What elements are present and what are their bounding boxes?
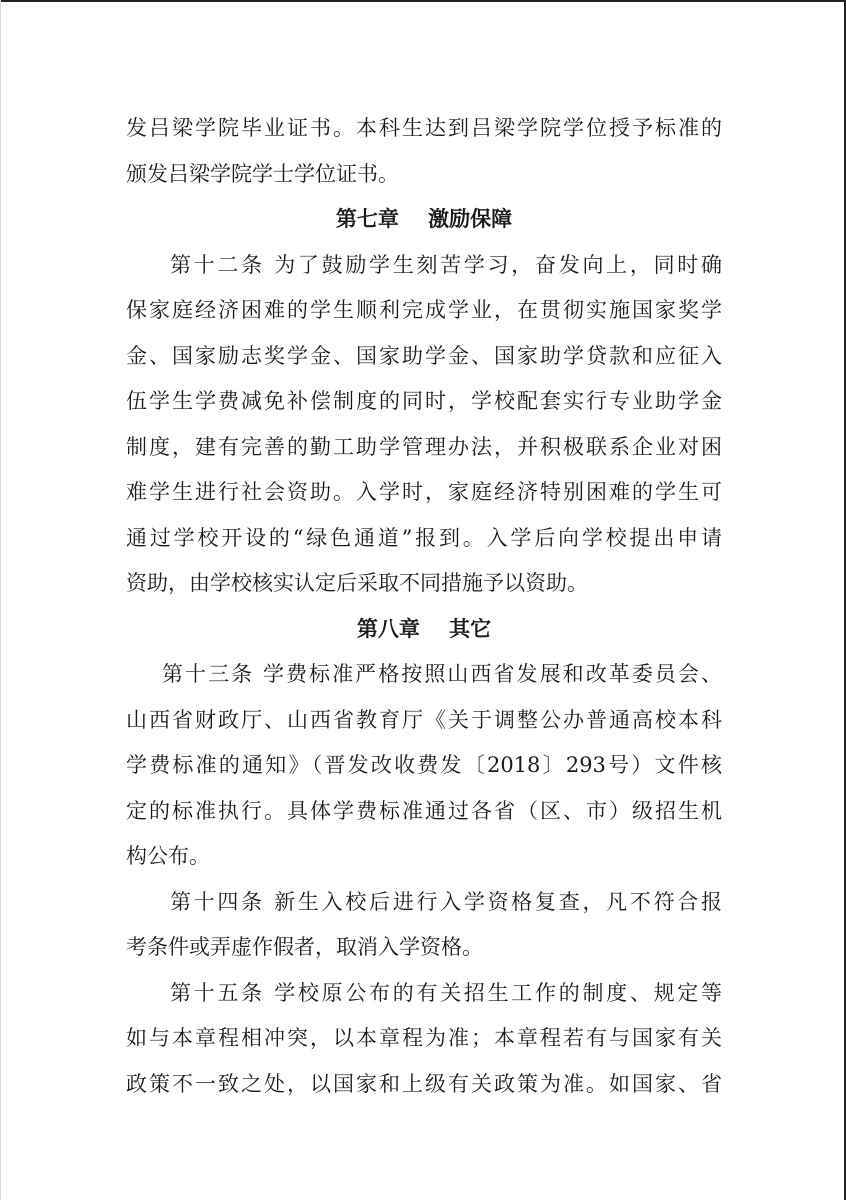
paragraph-continuation — [126, 106, 722, 197]
text-line: 难学生进行社会资助。入学时，家庭经济特别困难的学生可 — [126, 480, 722, 504]
text-line: 伍学生学费减免补偿制度的同时，学校配套实行专业助学金 — [126, 389, 722, 413]
chapter-heading: 第七章 激励保障 — [335, 207, 513, 231]
text-line: 资助，由学校核实认定后采取不同措施予以资助。 — [126, 571, 588, 595]
text-line: 发吕梁学院毕业证书。本科生达到吕梁学院学位授予标准的 — [126, 116, 722, 140]
text-line: 构公布。 — [126, 844, 210, 868]
article-14 — [126, 880, 722, 971]
text-line: 第十三条 学费标准严格按照山西省发展和改革委员会、 — [162, 662, 722, 686]
text-line: 制度，建有完善的勤工助学管理办法，并积极联系企业对困 — [126, 434, 722, 459]
text-line: 如与本章程相冲突，以本章程为准；本章程若有与国家有关 — [126, 1026, 722, 1050]
document-body — [126, 106, 722, 1107]
text-line: 第十五条 学校原公布的有关招生工作的制度、规定等 — [170, 980, 722, 1005]
chapter-heading: 第八章 其它 — [356, 616, 492, 641]
text-line: 保家庭经济困难的学生顺利完成学业，在贯彻实施国家奖学 — [126, 298, 722, 322]
page-top-edge — [0, 0, 846, 2]
text-line: 定的标准执行。具体学费标准通过各省（区、市）级招生机 — [126, 798, 722, 823]
text-line: 金、国家励志奖学金、国家助学金、国家助学贷款和应征入 — [126, 343, 722, 368]
text-line: 第十二条 为了鼓励学生刻苦学习，奋发向上，同时确 — [170, 252, 722, 277]
article-12 — [126, 243, 722, 607]
article-13 — [126, 652, 722, 880]
text-line: 通过学校开设的“绿色通道”报到。入学后向学校提出申请 — [126, 525, 722, 550]
text-line: 颁发吕梁学院学士学位证书。 — [126, 161, 399, 186]
text-line: 第十四条 新生入校后进行入学资格复查，凡不符合报 — [170, 889, 722, 914]
text-line: 政策不一致之处，以国家和上级有关政策为准。如国家、省 — [126, 1071, 722, 1096]
text-line: 学费标准的通知》（晋发改收费发〔2018〕293号）文件核 — [126, 753, 722, 777]
article-15 — [126, 971, 722, 1108]
text-line: 山西省财政厅、山西省教育厅《关于调整公办普通高校本科 — [126, 707, 722, 732]
text-line: 考条件或弄虚作假者，取消入学资格。 — [126, 935, 483, 959]
page-left-edge — [0, 0, 1, 1200]
